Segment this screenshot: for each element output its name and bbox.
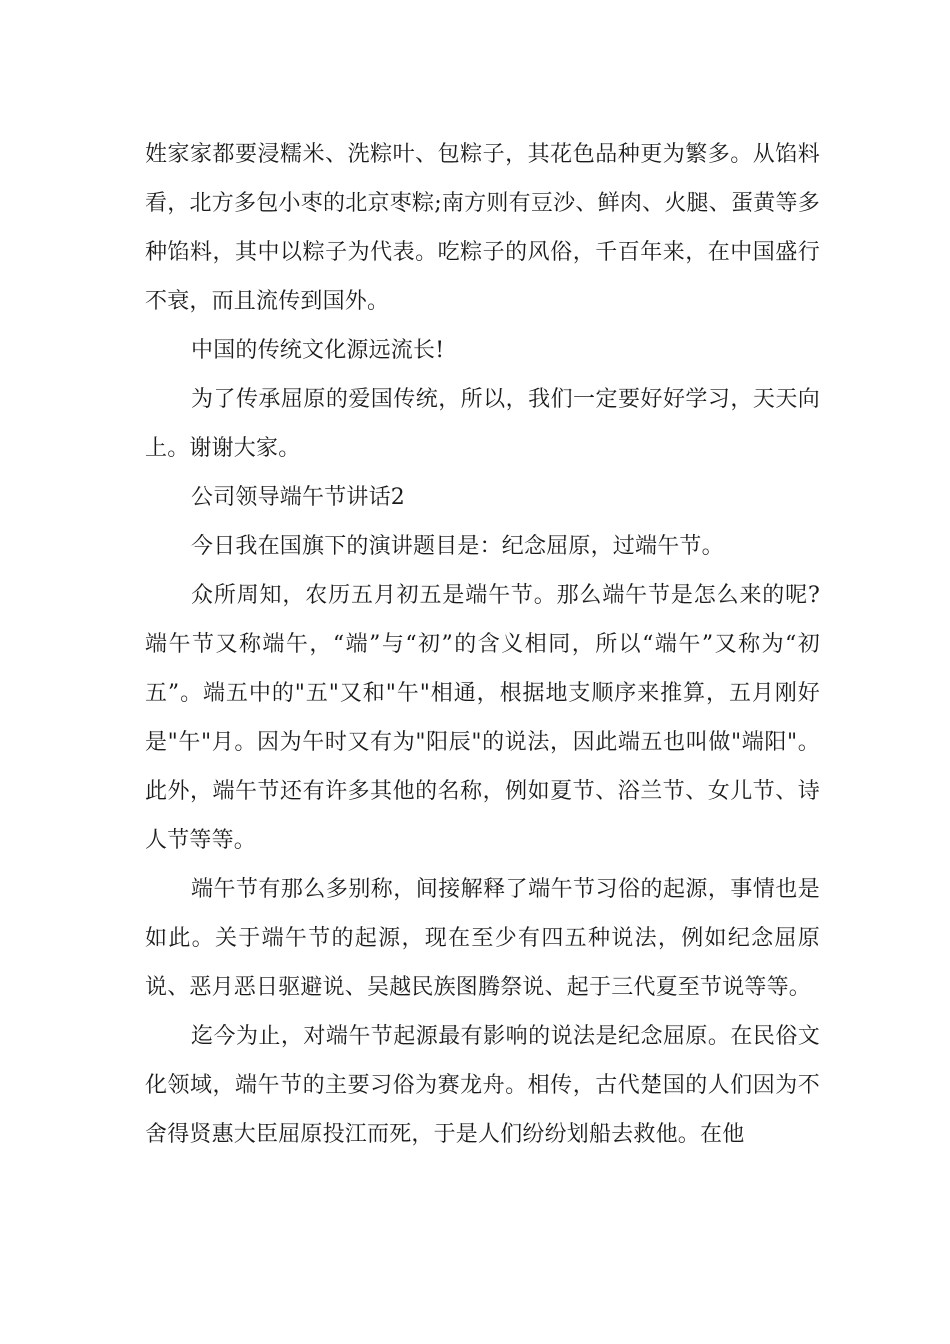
paragraph-festival-names: 众所周知，农历五月初五是端午节。那么端午节是怎么来的呢?端午节又称端午，“端”与“初”的含义相同，所以“端午”又称为“初五”。端五中的"五"又和"午"相通，根据地支顺序来推算，五月刚好是"午"月。因为午时又有为"阳辰"的说法，因此端五也叫做"端阳"。此外，端午节还有许多其他的名称，例如夏节、浴兰节、女儿节、诗人节等等。 [145,583,820,853]
paragraph-culture: 中国的传统文化源远流长! [191,338,445,363]
paragraph-origins: 端午节有那么多别称，间接解释了端午节习俗的起源，事情也是如此。关于端午节的起源，现在至少有四五种说法，例如纪念屈原说、恶月恶日驱避说、吴越民族图腾祭说、起于三代夏至节说等等。 [145,877,820,1000]
paragraph-closing: 为了传承屈原的爱国传统，所以，我们一定要好好学习，天天向上。谢谢大家。 [145,387,820,461]
section-heading: 公司领导端午节讲话2 [191,485,405,510]
paragraph-continuation: 姓家家都要浸糯米、洗粽叶、包粽子，其花色品种更为繁多。从馅料看，北方多包小枣的北京枣粽;南方则有豆沙、鲜肉、火腿、蛋黄等多种馅料，其中以粽子为代表。吃粽子的风俗，千百年来，在中国盛行不衰，而且流传到国外。 [145,142,820,314]
paragraph-speech-topic: 今日我在国旗下的演讲题目是：纪念屈原，过端午节。 [191,534,724,559]
document-body [145,130,820,1159]
paragraph-qu-yuan: 迄今为止，对端午节起源最有影响的说法是纪念屈原。在民俗文化领域，端午节的主要习俗为赛龙舟。相传，古代楚国的人们因为不舍得贤惠大臣屈原投江而死，于是人们纷纷划船去救他。在他 [145,1024,820,1147]
